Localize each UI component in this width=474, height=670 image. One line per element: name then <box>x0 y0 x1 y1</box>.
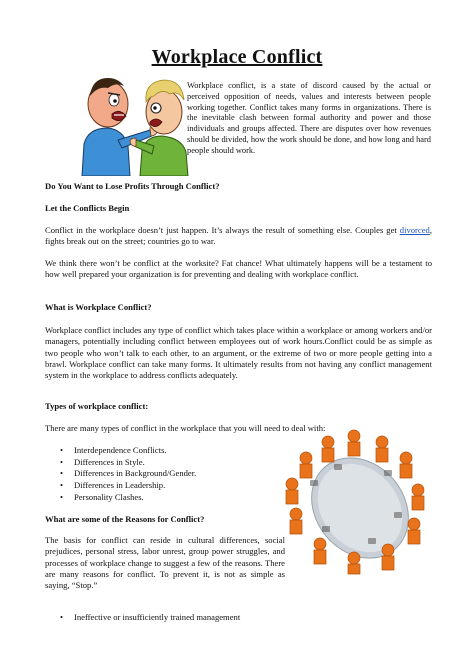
heading-lose-profits: Do You Want to Lose Profits Through Conflict? <box>45 181 220 191</box>
heading-what-is-conflict: What is Workplace Conflict? <box>45 302 152 312</box>
types-list <box>45 445 275 503</box>
paragraph-text-after-link: , fights break out on the street; countries go to war. <box>45 225 432 247</box>
reasons-list <box>45 612 432 624</box>
list-item: • Differences in Leadership. <box>45 480 275 492</box>
list-item: • Personality Clashes. <box>45 492 275 504</box>
arguing-men-illustration <box>78 66 190 176</box>
types-intro: There are many types of conflict in the workplace that you will need to deal with: <box>45 423 326 433</box>
list-item: • Ineffective or insufficiently trained management <box>45 612 432 624</box>
divorced-link[interactable]: divorced <box>399 225 430 235</box>
list-item: • Differences in Style. <box>45 457 275 469</box>
paragraph-text-before-link: Conflict in the workplace doesn’t just happen. It’s always the result of something else. Couples get <box>45 225 400 235</box>
paragraph-conflict-happens <box>45 225 432 248</box>
page-title: Workplace Conflict <box>151 46 323 68</box>
paragraph-fat-chance: We think there won’t be conflict at the worksite? Fat chance! What ultimately happens will be a testament to how well prepared your organization is for preventing and dealing with workplace conflict. <box>45 258 432 280</box>
intro-paragraph: Workplace conflict, is a state of discord caused by the actual or perceived opposition of needs, values and interests between people working together. Conflict takes many forms in organizations. There is the inevitable clash between formal authority and power and those individuals and groups affected. There are disputes over how revenues should be divided, how the work should be done, and how long and hard people should work. <box>187 81 431 155</box>
list-item: • Interdependence Conflicts. <box>45 445 275 457</box>
paragraph-definition: Workplace conflict includes any type of conflict which takes place within a workplace or among workers and/or managers, potentially including conflict between employees out of work hours.Conflict could be as simple as two people who won’t talk to each other, to an argument, or the extreme of two or more people getting into a brawl. Workplace conflict can take many forms. It ultimately results from not having any conflict management system in the workplace to address conflicts adequately. <box>45 325 432 381</box>
heading-conflicts-begin: Let the Conflicts Begin <box>45 203 130 213</box>
heading-reasons: What are some of the Reasons for Conflict? <box>45 514 205 524</box>
meeting-table-illustration <box>282 428 432 576</box>
list-item: • Differences in Background/Gender. <box>45 468 275 480</box>
heading-types: Types of workplace conflict: <box>45 401 149 411</box>
paragraph-reasons: The basis for conflict can reside in cultural differences, social prejudices, personal stress, labor unrest, group power struggles, and processes of workplace change to suggest a few of the reasons. There are many reasons for conflict. To prevent it, is not as simple as saying, “Stop.” <box>45 535 285 591</box>
